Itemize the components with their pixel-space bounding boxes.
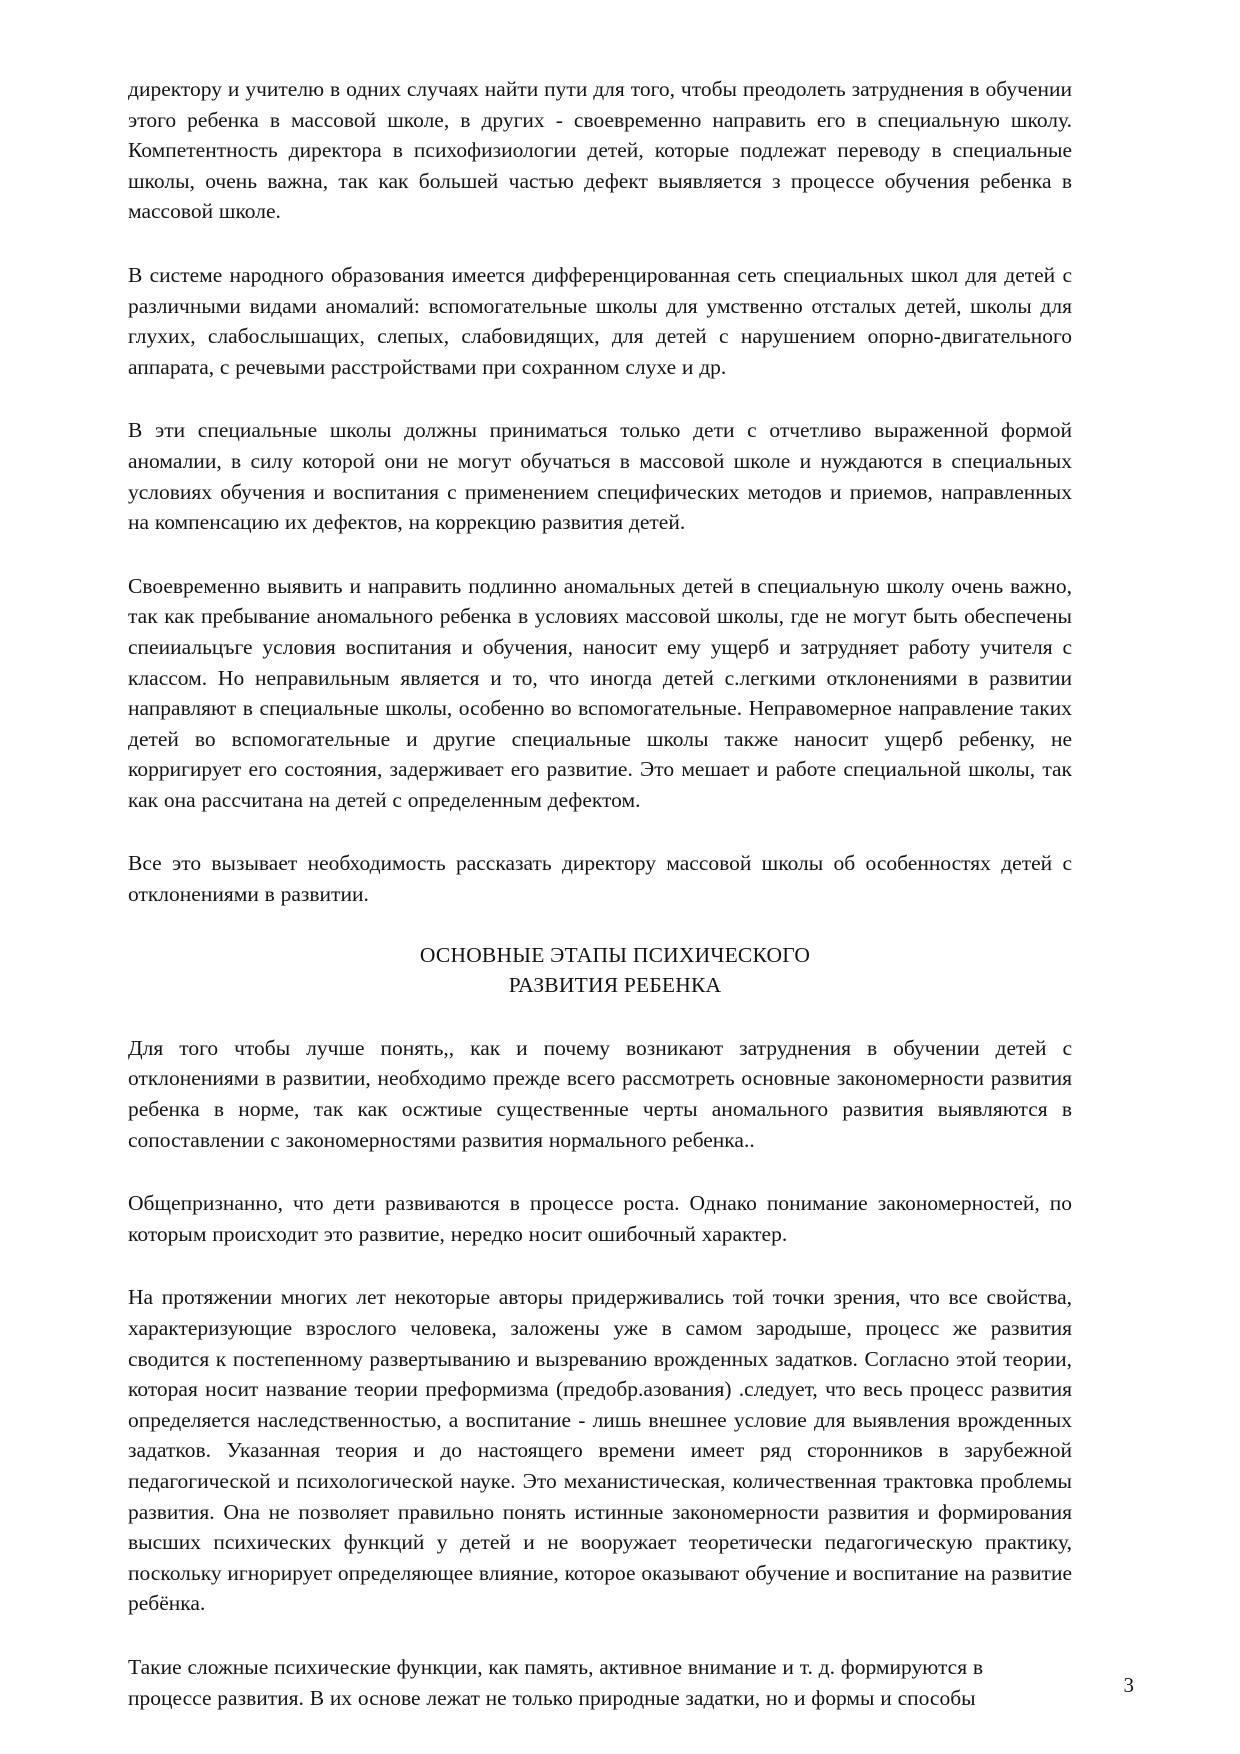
section-heading-line-1: ОСНОВНЫЕ ЭТАПЫ ПСИХИЧЕСКОГО <box>419 942 811 967</box>
paragraph-1: директору и учителю в одних случаях найти пути для того, чтобы преодолеть затруднения в обучении этого ребенка в массовой школе, в других - своевременно направить его в специальную школу. Компетентность директора в психофизиологии детей, которые подлежат переводу в специальные школы, очень важна, так как большей частью дефект выявляется з процессе обучения ребенка в массовой школе. <box>128 77 1072 224</box>
paragraph-5: Все это вызывает необходимость рассказать директору массовой школы об особенностях детей с отклонениями в развитии. <box>128 851 1072 907</box>
paragraph-spacer <box>128 1155 1072 1188</box>
section-heading <box>158 940 1072 1001</box>
paragraph-7: Общепризнанно, что дети развиваются в процессе роста. Однако понимание закономерностей, по которым происходит это развитие, нередко носит ошибочный характер. <box>128 1191 1072 1246</box>
paragraph-spacer <box>128 382 1072 415</box>
paragraph-spacer <box>128 815 1072 848</box>
paragraph-spacer <box>128 1249 1072 1282</box>
paragraph-2: В системе народного образования имеется дифференцированная сеть специальных школ для детей с различными видами аномалий: вспомогательные школы для умственно отсталых детей, школы для глухих, слабослышащих, слепых, слабовидящих, для детей с нарушением опорно-двигательного аппарата, с речевыми расстройствами при сохранном слухе и др. <box>128 262 1072 379</box>
paragraph-4: Своевременно выявить и направить подлинно аномальных детей в специальную школу очень важно, так как пребывание аномального ребенка в условиях массовой школы, где не могут быть обеспечены спеииальцъге условия воспитания и обучения, наносит ему ущерб и затрудняет работу учителя с классом. Но неправильным является и то, что иногда детей с.легкими отклонениями в развитии направляют в специальные школы, особенно во вспомогательные. Неправомерное направление таких детей во вспомогательные и другие специальные школы также наносит ущерб ребенку, не корригирует его состояния, задерживает его развитие. Это мешает и работе специальной школы, так как она рассчитана на детей с определенным дефектом. <box>128 573 1072 812</box>
paragraph-spacer <box>128 1619 1072 1652</box>
paragraph-9: Такие сложные психические функции, как память, активное внимание и т. д. формируются в процессе развития. В их основе лежат не только природные задатки, но и формы и способы <box>128 1654 984 1710</box>
paragraph-spacer <box>128 538 1072 571</box>
paragraph-6: Для того чтобы лучше понять,, как и почему возникают затруднения в обучении детей с отклонениями в развитии, необходимо прежде всего рассмотреть основные закономерности развития ребенка в норме, так как осжтиые существенные черты аномального развития выявляются в сопоставлении с закономерностями развития нормального ребенка.. <box>128 1035 1072 1152</box>
section-heading-block <box>128 940 1072 1001</box>
page-number: 3 <box>1123 1673 1134 1697</box>
paragraph-3: В эти специальные школы должны приниматься только дети с отчетливо выраженной формой аномалии, в силу которой они не могут обучаться в массовой школе и нуждаются в специальных условиях обучения и воспитания с применением специфических методов и приемов, направленных на компенсацию их дефектов, на коррекцию развития детей. <box>128 418 1072 535</box>
paragraph-8: На протяжении многих лет некоторые авторы придерживались той точки зрения, что все свойства, характеризующие взрослого человека, заложены уже в самом зародыше, процесс же развития сводится к постепенному развертыванию и вызреванию врожденных задатков. Согласно этой теории, которая носит название теории преформизма (предобр.азования) .следует, что весь процесс развития определяется наследственностью, а воспитание - лишь внешнее условие для выявления врожденных задатков. Указанная теория и до настоящего времени имеет ряд сторонников в зарубежной педагогической и психологической науке. Это механистическая, количественная трактовка проблемы развития. Она не позволяет правильно понять истинные закономерности развития и формирования высших психических функций у детей и не вооружает теоретически педагогическую практику, поскольку игнорирует определяющее влияние, которое оказывают обучение и воспитание на развитие ребёнка. <box>128 1285 1072 1616</box>
section-heading-line-2: РАЗВИТИЯ РЕБЕНКА <box>508 973 722 998</box>
paragraph-spacer <box>128 227 1072 260</box>
page-content <box>128 74 1072 1713</box>
